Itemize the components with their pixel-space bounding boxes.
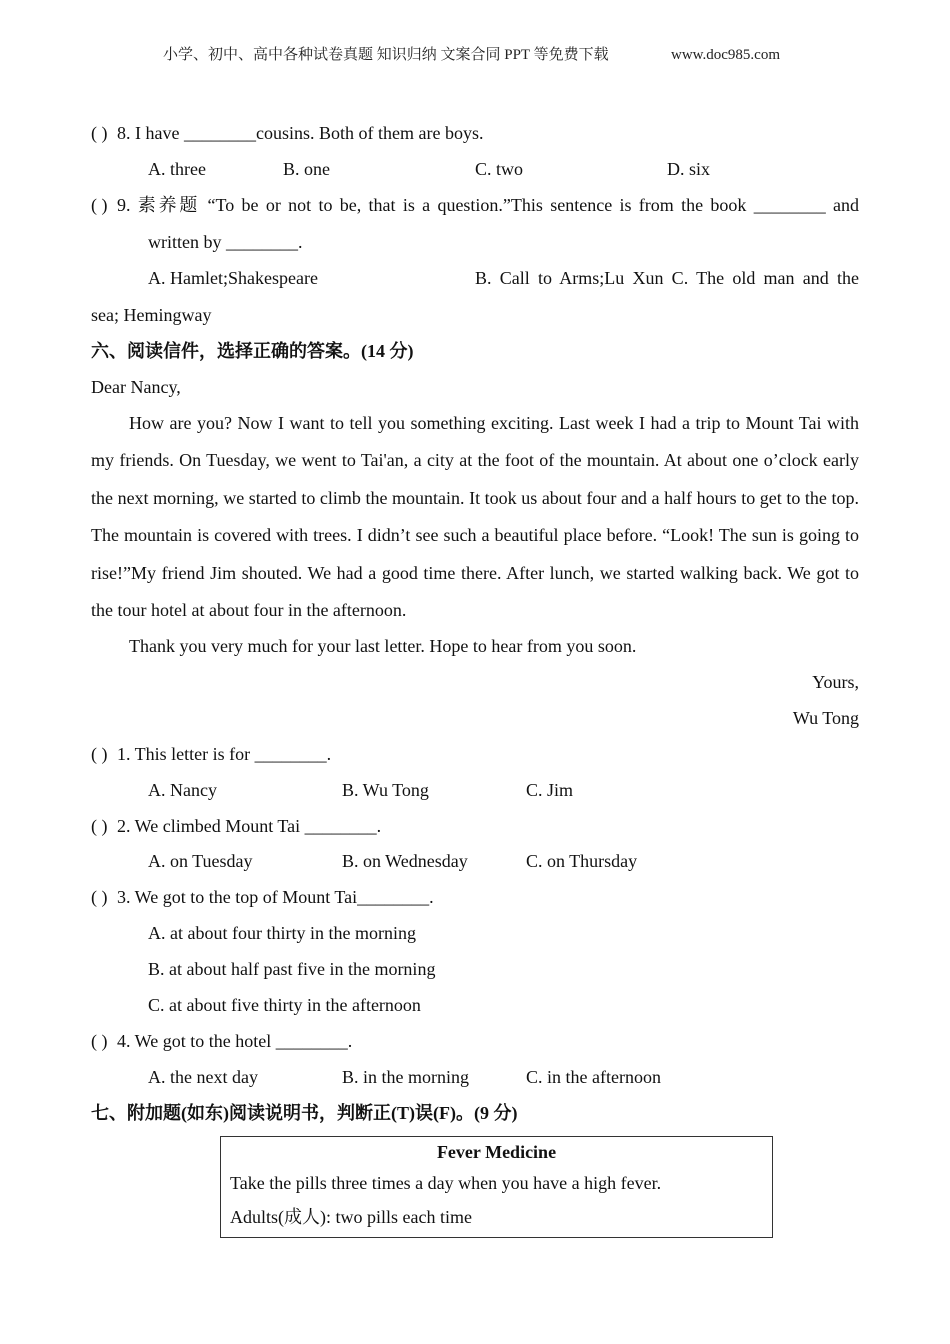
q4-option-a: A. the next day bbox=[148, 1067, 258, 1087]
q3-option-c: C. at about five thirty in the afternoon bbox=[148, 995, 421, 1015]
q9-option-cont: sea; Hemingway bbox=[91, 305, 212, 325]
letter-paragraph-1: How are you? Now I want to tell you something exciting. Last week I had a trip to Mount Tai with my friends. On Tuesday, we went to Tai'an, a city at the foot of the mountain. At about one o’clock early the next morning, we started to climb the mountain. It took us about four and a half hours to get to the top. The mountain is covered with trees. I didn’t see such a beautiful place before. “Look! The sun is going to rise!”My friend Jim shouted. We had a good time there. After lunch, we started walking back. We got to the tour hotel at about four in the afternoon. bbox=[91, 413, 859, 621]
q8-paren[interactable]: ( ) bbox=[91, 123, 108, 143]
q1-option-b: B. Wu Tong bbox=[342, 780, 429, 800]
letter-signature: Wu Tong bbox=[792, 708, 859, 728]
q9-line1: 9. 素养题 “To be or not to be, that is a question.”This sentence is from the book ________ and bbox=[117, 195, 859, 215]
q9-paren[interactable]: ( ) bbox=[91, 195, 108, 215]
medicine-box-line-2: Adults(成人): two pills each time bbox=[230, 1207, 472, 1227]
q9-option-a: A. Hamlet;Shakespeare bbox=[148, 268, 318, 288]
q1-option-a: A. Nancy bbox=[148, 780, 217, 800]
q1-text: 1. This letter is for ________. bbox=[117, 744, 332, 764]
q8-option-d: D. six bbox=[667, 159, 711, 179]
q3-option-b: B. at about half past five in the morning bbox=[148, 959, 436, 979]
q2-paren[interactable]: ( ) bbox=[91, 816, 108, 836]
q2-option-a: A. on Tuesday bbox=[148, 851, 253, 871]
q4-text: 4. We got to the hotel ________. bbox=[117, 1031, 353, 1051]
q3-text: 3. We got to the top of Mount Tai________. bbox=[117, 887, 434, 907]
medicine-instructions-box bbox=[220, 1136, 773, 1238]
page-header-url[interactable]: www.doc985.com bbox=[671, 47, 781, 63]
q2-option-b: B. on Wednesday bbox=[342, 851, 468, 871]
medicine-box-line-1: Take the pills three times a day when you have a high fever. bbox=[230, 1173, 662, 1193]
medicine-box-title: Fever Medicine bbox=[436, 1142, 557, 1162]
q4-paren[interactable]: ( ) bbox=[91, 1031, 108, 1051]
q2-text: 2. We climbed Mount Tai ________. bbox=[117, 816, 382, 836]
q3-option-a: A. at about four thirty in the morning bbox=[148, 923, 416, 943]
q3-paren[interactable]: ( ) bbox=[91, 887, 108, 907]
q1-option-c: C. Jim bbox=[526, 780, 574, 800]
q8-option-c: C. two bbox=[475, 159, 524, 179]
q1-paren[interactable]: ( ) bbox=[91, 744, 108, 764]
page-header-text: 小学、初中、高中各种试卷真题 知识归纳 文案合同 PPT 等免费下载 bbox=[163, 47, 609, 63]
q9-option-bc: B. Call to Arms;Lu Xun C. The old man and the bbox=[475, 268, 859, 288]
q8-option-a: A. three bbox=[148, 159, 206, 179]
q2-option-c: C. on Thursday bbox=[526, 851, 638, 871]
q4-option-c: C. in the afternoon bbox=[526, 1067, 661, 1087]
q4-option-b: B. in the morning bbox=[342, 1067, 469, 1087]
q8-text: 8. I have ________cousins. Both of them are boys. bbox=[117, 123, 484, 143]
q8-option-b: B. one bbox=[283, 159, 330, 179]
section-7-title: 七、附加题(如东)阅读说明书，判断正(T)误(F)。(9 分) bbox=[91, 1103, 518, 1123]
letter-closing: Yours, bbox=[812, 672, 859, 692]
section-6-title: 六、阅读信件，选择正确的答案。(14 分) bbox=[91, 341, 414, 361]
letter-paragraph-2: Thank you very much for your last letter. Hope to hear from you soon. bbox=[129, 636, 637, 656]
letter-salutation: Dear Nancy, bbox=[91, 377, 181, 397]
q9-line2: written by ________. bbox=[148, 232, 303, 252]
